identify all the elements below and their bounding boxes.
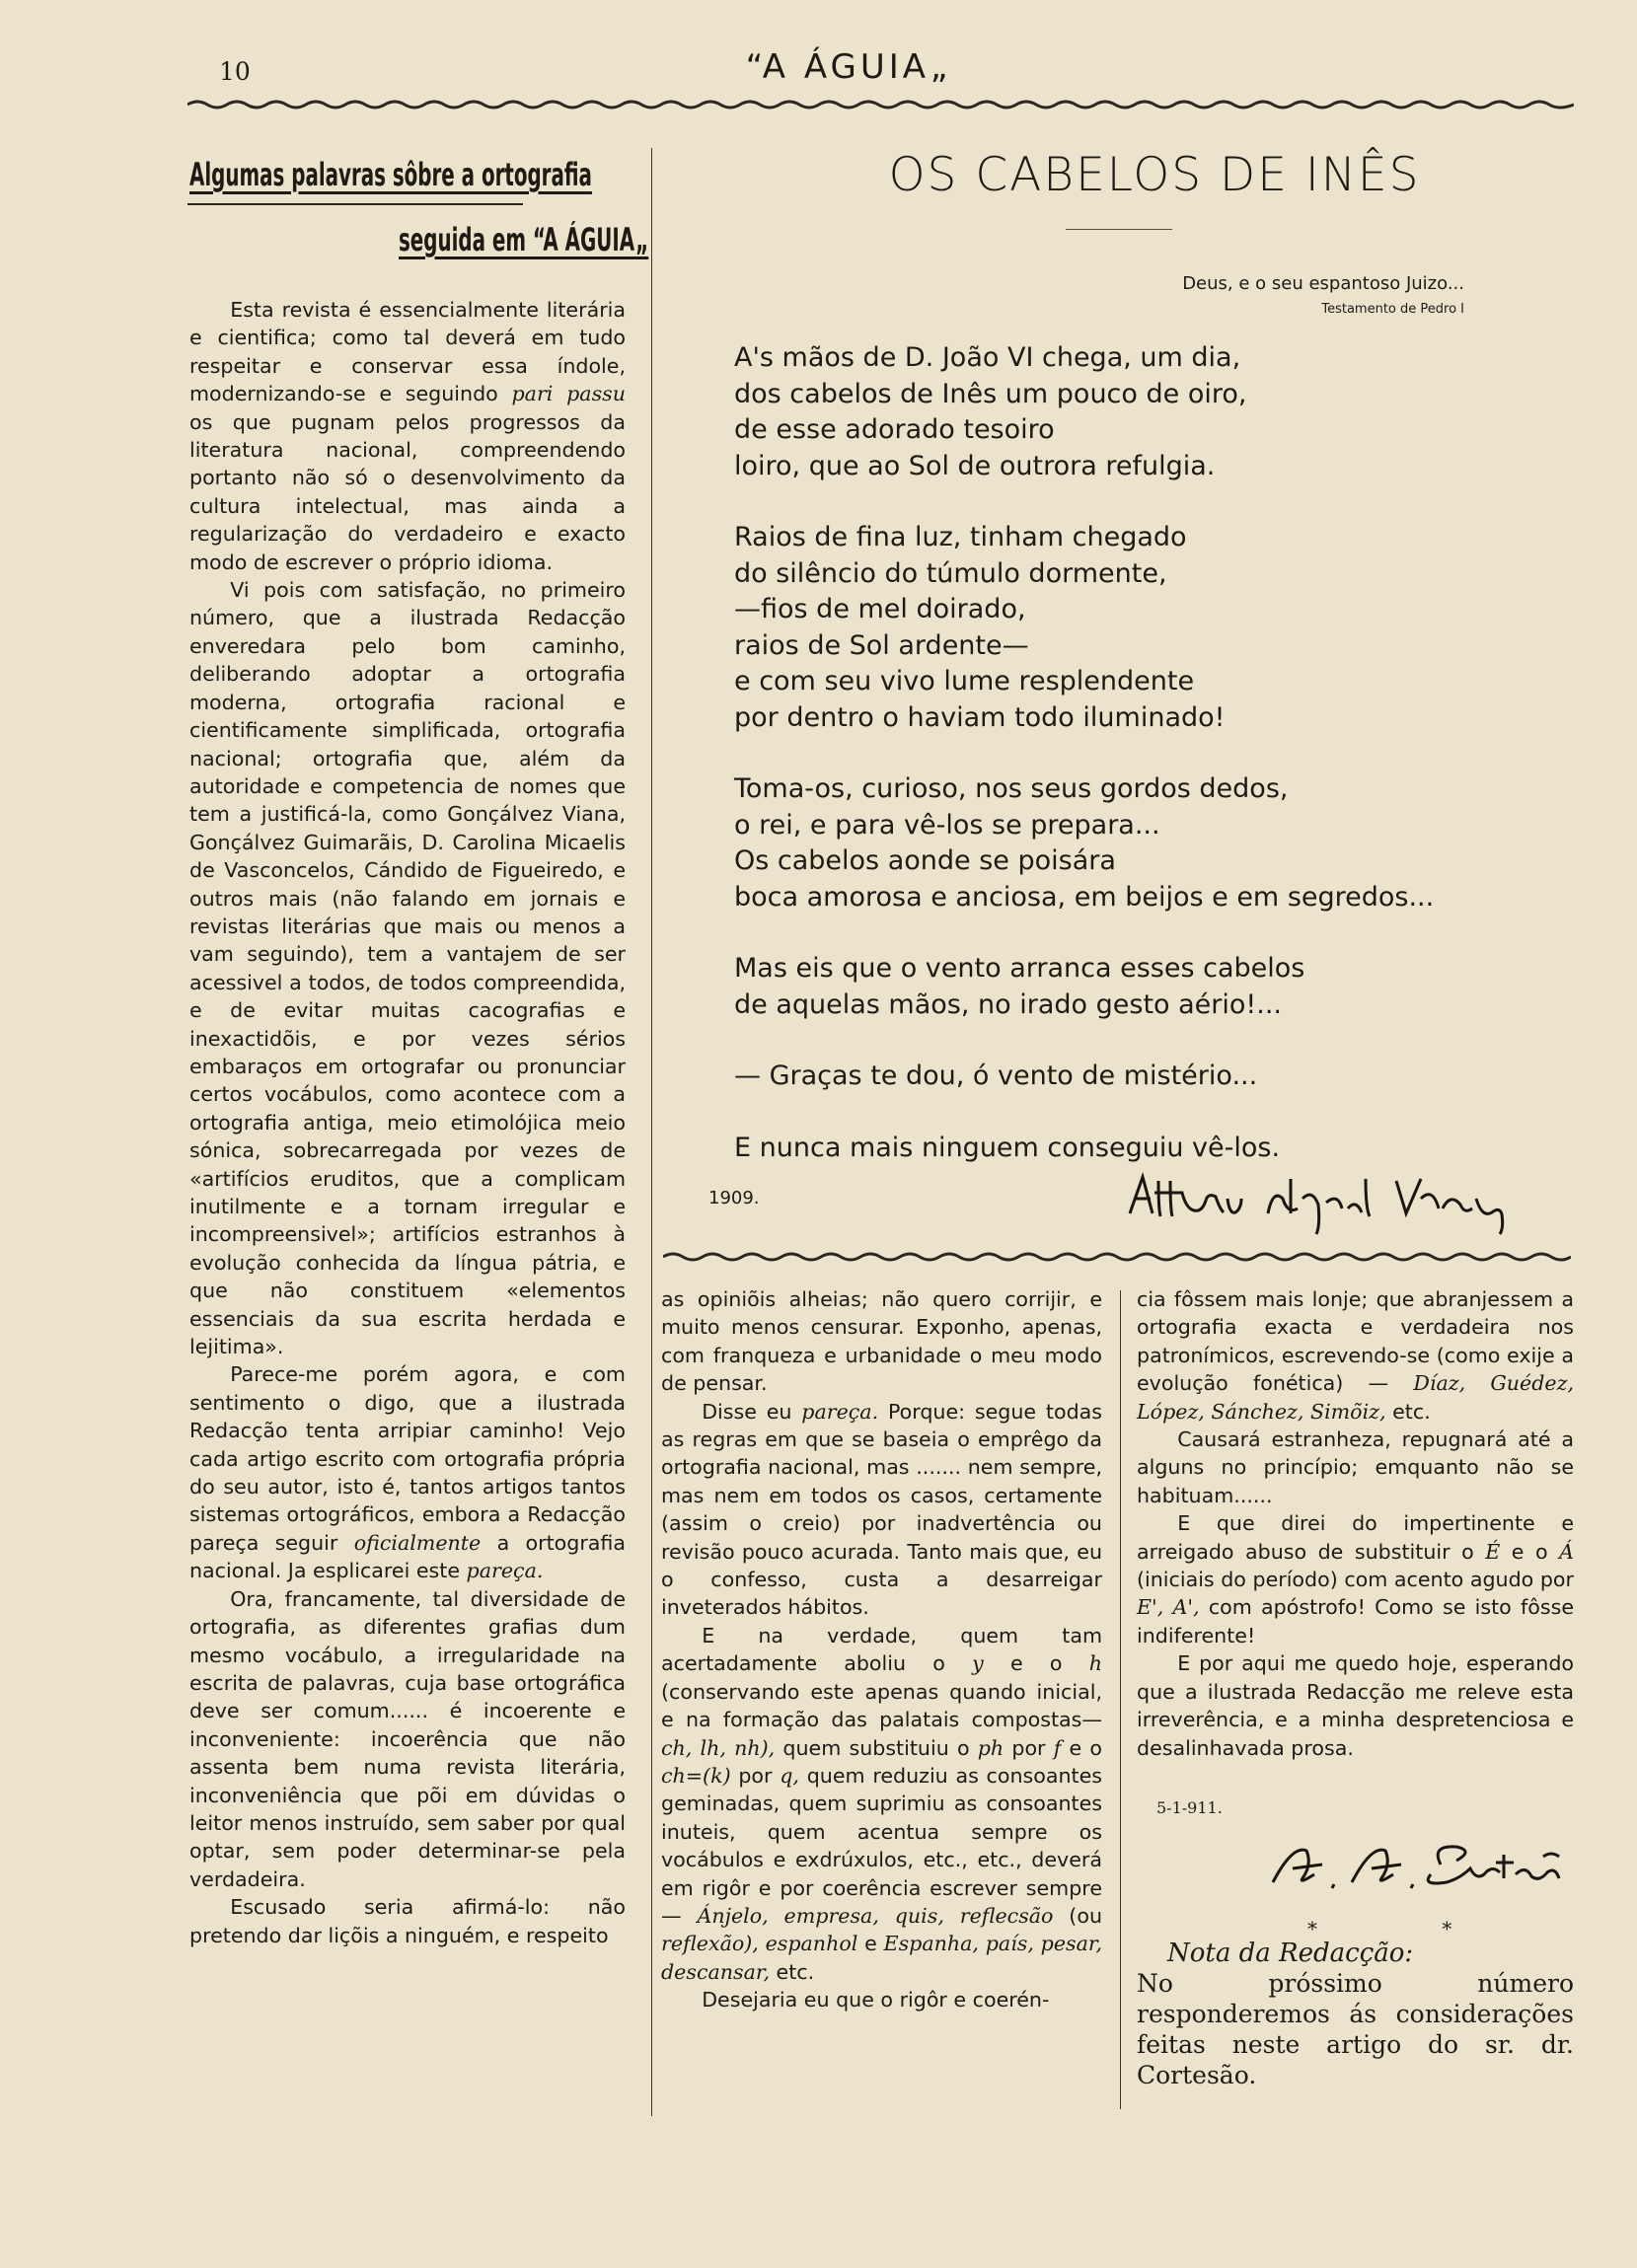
poem-epigraph: [1182, 271, 1464, 323]
paragraph: Escusado seria afirmá-lo: não pretendo dar liçõis a ninguém, e respeito: [189, 1895, 626, 1947]
author-signature: [1263, 1835, 1579, 1894]
poet-signature: [1125, 1169, 1539, 1238]
paragraph: Vi pois com satisfação, no primeiro número, que a ilustrada Redacção enveredara pelo bom caminho, deliberando adoptar a ortografia moderna, ortografia racional e cientificamente simplificada, ortografia nacional; ortografia que, além da autoridade e competencia de nomes que tem a justificá-la, como Gonçálvez Viana, Gonçálvez Guimarãis, D. Carolina Micaelis de Vasconcelos, Cándido de Figueiredo, e outros mais (não falando em jornais e revistas literárias que mais ou menos a vam seguindo), tem a vantajem de ser acessivel a todos, de todos compreendida, e de evitar muitas cacografias e inexactidõis, e por vezes sérios embaraços em ortografar ou pronunciar certos vocábulos, como acontece com a ortografia antiga, meio etimolójica meio sónica, sobrecarregada por vezes de «artifícios eruditos, que a complicam inutilmente e a tornam irregular e incompreensivel»; artifícios estranhos à evolução conhecida da língua pátria, e que não constituem «elementos essenciais da sua escrita herdada e lejitima».: [189, 578, 626, 1359]
column-divider-2: [1120, 1290, 1121, 2109]
article-date: 5-1-911.: [1156, 1798, 1223, 1817]
stanza-6: E nunca mais ninguem conseguiu vê-los.: [734, 1132, 1281, 1163]
poem-year: 1909.: [708, 1188, 760, 1208]
paragraph: as opiniõis alheias; não quero corrijir, e muito menos censurar. Exponho, apenas, com franqueza e urbanidade o meu modo de pensar.: [661, 1287, 1102, 1396]
paragraph: Esta revista é essencialmente literária e cientifica; como tal deverá em tudo respeitar e conservar essa índole, modernizando-se e seguindo pari passu os que pugnam pelos progressos da literatura nacional, compreendendo portanto não só o desenvolvimento da cultura intelectual, mas ainda a regularização do verdadeiro e exacto modo de escrever o próprio idioma.: [189, 298, 626, 574]
paragraph: cia fôssem mais lonje; que abranjessem a ortografia exacta e verdadeira nos patronímicos, escrevendo-se (como exije a evolução fonética) — Díaz, Guédez, López, Sánchez, Simõiz, etc.: [1137, 1287, 1574, 1424]
poem-body: [734, 340, 1434, 1202]
article-column-2: [661, 1285, 1102, 2014]
article-title-line1: Algumas palavras sôbre a ortografia: [189, 156, 592, 193]
epigraph-source: Testamento de Pedro I: [1321, 302, 1464, 317]
mid-wavy-rule: [663, 1249, 1571, 1265]
paragraph: E por aqui me quedo hoje, esperando que a ilustrada Redacção me releve esta irreverência, e a minha despretenciosa e desalinhavada prosa.: [1137, 1651, 1574, 1760]
paragraph: E na verdade, quem tam acertadamente aboliu o y e o h (conservando este apenas quando inicial, e na formação das palatais compostas— ch, lh, nh), quem substituiu o ph por f e o ch=(k) por q, quem reduziu as consoantes geminadas, quem suprimiu as consoantes inuteis, quem acentua sempre os vocábulos e exdrúxulos, etc., etc., deverá em rigôr e por coerência escrever sempre — Ánjelo, empresa, quis, reflecsão (ou reflexão), espanhol e Espanha, país, pesar, descansar, etc.: [661, 1623, 1103, 1984]
section-stars: * *: [1307, 1917, 1512, 1940]
stanza-4: Mas eis que o vento arranca esses cabelos de aquelas mãos, no irado gesto aério!...: [734, 953, 1305, 1020]
epigraph-text: Deus, e o seu espantoso Juizo...: [1182, 273, 1464, 294]
article-column-1: [189, 296, 626, 1949]
paragraph: Parece-me porém agora, e com sentimento o digo, que a ilustrada Redacção tenta arripiar caminho! Vejo cada artigo escrito com ortografia própria do seu autor, isto é, tantos artigos tantos sistemas ortográficos, embora a Redacção pareça seguir oficialmente a ortografia nacional. Ja esplicarei este pareça.: [189, 1362, 627, 1583]
column-divider: [651, 148, 652, 2116]
paragraph: Disse eu pareça. Porque: segue todas as regras em que se baseia o emprêgo da ortografia nacional, mas ....... nem sempre, mas nem em todos os casos, certamente (assim o creio) por inadvertência ou revisão pouco acurada. Tanto mais que, eu o confesso, custa a desarreigar inveterados hábitos.: [661, 1399, 1102, 1620]
stanza-3: Toma-os, curioso, nos seus gordos dedos, o rei, e para vê-los se prepara... Os cabelos aonde se poisára boca amorosa e anciosa, em beijos e em segredos...: [734, 773, 1435, 913]
top-wavy-rule: [187, 97, 1574, 112]
stanza-2: Raios de fina luz, tinham chegado do silêncio do túmulo dormente, —fios de mel doirado, raios de Sol ardente— e com seu vivo lume resplendente por dentro o haviam todo iluminado!: [734, 522, 1226, 733]
article-title-line2: seguida em “A ÁGUIA„: [399, 221, 649, 258]
stanza-5: — Graças te dou, ó vento de mistério...: [734, 1061, 1258, 1091]
paragraph: Causará estranheza, repugnará até a alguns no princípio; emquanto não se habituam......: [1137, 1427, 1574, 1507]
poem-title: OS CABELOS DE INÊS: [888, 148, 1421, 202]
paragraph: Ora, francamente, tal diversidade de ortografia, as diferentes grafias dum mesmo vocábulo, a irregularidade na escrita de palavras, cuja base ortográfica deve ser comum...... é incoerente e inconveniente: incoerência que não assenta bem numa revista literária, inconveniência que põi em dúvidas o leitor menos instruído, sem saber por qual optar, sem poder determinar-se pela verdadeira.: [189, 1586, 626, 1891]
paragraph: Desejaria eu que o rigôr e coerén-: [702, 1988, 1050, 2012]
running-title: “A ÁGUIA„: [745, 47, 952, 87]
article-column-3: [1137, 1285, 1574, 1762]
poem-title-rule: [1066, 229, 1172, 230]
title-rule: [187, 203, 523, 205]
paragraph: E que direi do impertinente e arreigado abuso de substituir o É e o Á (iniciais do período) com acento agudo por E', A', com apóstrofo! Como se isto fôsse indiferente!: [1137, 1511, 1574, 1647]
editors-note-body: No próssimo número responderemos ás considerações feitas neste artigo do sr. dr. Cortesão.: [1137, 1969, 1574, 2089]
page-number: 10: [219, 57, 251, 86]
editors-note-heading: Nota da Redacção:: [1167, 1939, 1414, 1968]
stanza-1: A's mãos de D. João VI chega, um dia, dos cabelos de Inês um pouco de oiro, de esse adorado tesoiro loiro, que ao Sol de outrora refulgia.: [734, 342, 1247, 481]
